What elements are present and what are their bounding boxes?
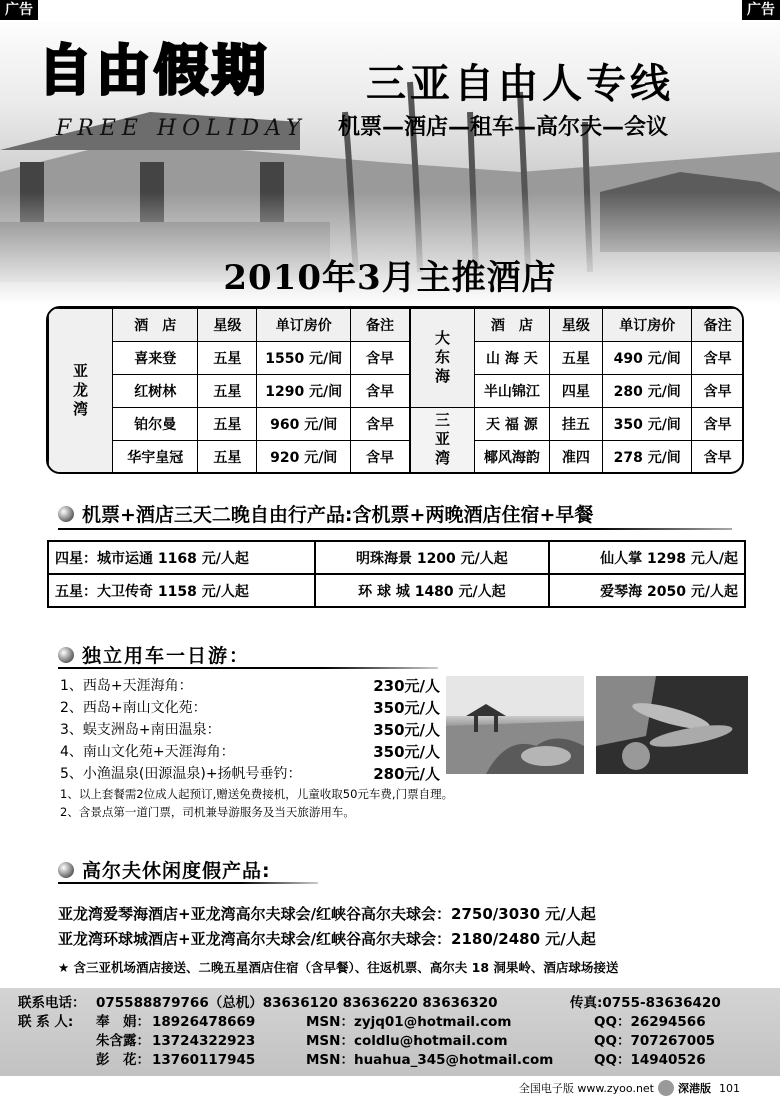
hotel-name: 山 海 天	[475, 342, 550, 375]
col-hotel: 酒 店	[113, 309, 198, 342]
divider	[58, 667, 438, 669]
logo-mark-icon	[658, 1080, 674, 1096]
fish-spa-image	[596, 676, 748, 774]
divider	[58, 528, 732, 530]
phone-numbers: 075588879766（总机）83636120 83636220 83636320	[96, 995, 498, 1011]
table-row	[48, 574, 745, 607]
contact-row	[18, 1051, 762, 1070]
golf-heading	[58, 856, 271, 883]
hotel-name: 铂尔曼	[113, 408, 198, 441]
tour-price: 350元/人	[373, 743, 440, 761]
hotel-note: 含早	[351, 375, 410, 408]
hotel-price: 350 元/间	[603, 408, 692, 441]
person-name: 彭 花：	[96, 1052, 150, 1068]
region-sanyabay: 三亚湾	[411, 408, 475, 474]
hotel-table	[46, 306, 744, 474]
note-line: 1、以上套餐需2位成人起预订,赠送免费接机，儿童收取50元车费,门票自理。	[60, 787, 454, 801]
hotel-name: 天 福 源	[475, 408, 550, 441]
tour-price: 350元/人	[373, 721, 440, 739]
col-star: 星级	[549, 309, 603, 342]
tour-list	[60, 675, 440, 785]
list-item	[60, 675, 440, 697]
golf-title: 高尔夫休闲度假产品:	[82, 860, 271, 882]
col-note: 备注	[692, 309, 744, 342]
list-item	[60, 719, 440, 741]
hotel-note: 含早	[351, 441, 410, 474]
hotel-note: 含早	[692, 342, 744, 375]
golf-note: ★ 含三亚机场酒店接送、二晚五星酒店住宿（含早餐）、往返机票、高尔夫 18 洞果岭、酒店球场接送	[58, 960, 619, 975]
fax: 传真:0755-83636420	[570, 995, 721, 1011]
contact-row	[18, 994, 762, 1013]
hotel-name: 喜来登	[113, 342, 198, 375]
hotel-price: 920 元/间	[257, 441, 351, 474]
package-cell: 四星：城市运通 1168 元/人起	[48, 541, 315, 574]
hotel-name: 半山锦江	[475, 375, 550, 408]
person-msn: MSN：coldlu@hotmail.com	[306, 1033, 508, 1049]
tour-name: 4、南山文化苑+天涯海角：	[60, 744, 235, 760]
col-price: 单订房价	[603, 309, 692, 342]
tour-name: 3、蜈支洲岛+南田温泉：	[60, 722, 221, 738]
page-number: 101	[719, 1081, 740, 1095]
hotel-name: 红树林	[113, 375, 198, 408]
bullet-icon	[58, 647, 74, 663]
tour-notes	[60, 785, 453, 821]
bullet-icon	[58, 506, 74, 522]
logo-english: FREE HOLIDAY	[56, 116, 307, 141]
hero-banner	[0, 22, 780, 304]
person-tel: 13724322923	[152, 1033, 256, 1049]
tour-price: 230元/人	[373, 677, 440, 695]
package-cell: 环 球 城 1480 元/人起	[315, 574, 548, 607]
hotel-price: 960 元/间	[257, 408, 351, 441]
package-cell: 五星：大卫传奇 1158 元/人起	[48, 574, 315, 607]
hotel-price: 490 元/间	[603, 342, 692, 375]
contact-panel	[0, 988, 780, 1076]
hotel-star: 挂五	[549, 408, 603, 441]
hotel-note: 含早	[692, 441, 744, 474]
fish-spa-photo	[596, 676, 748, 774]
logo-chinese: 自由假期	[38, 39, 270, 102]
hotel-star: 五星	[198, 375, 257, 408]
hotel-table-left	[48, 308, 410, 474]
contact-row	[18, 1013, 762, 1032]
hotel-note: 含早	[351, 342, 410, 375]
package-heading	[58, 500, 593, 527]
tour-name: 2、西岛+南山文化苑：	[60, 700, 207, 716]
tour-heading	[58, 641, 250, 668]
footer-edition: 深港版	[678, 1082, 711, 1095]
page-footer	[519, 1080, 740, 1096]
coastline-photo	[446, 676, 584, 774]
region-yalongbay: 亚龙湾	[49, 309, 113, 474]
col-star: 星级	[198, 309, 257, 342]
person-tel: 13760117945	[152, 1052, 256, 1068]
hotel-table-right	[410, 308, 744, 474]
package-table	[47, 540, 746, 608]
hotel-star: 五星	[198, 441, 257, 474]
hotel-price: 1550 元/间	[257, 342, 351, 375]
pavilion-rocks-image	[446, 676, 584, 774]
hotel-price: 1290 元/间	[257, 375, 351, 408]
table-row	[48, 541, 745, 574]
table-header-row	[49, 309, 410, 342]
hotel-note: 含早	[692, 375, 744, 408]
tour-price: 350元/人	[373, 699, 440, 717]
col-note: 备注	[351, 309, 410, 342]
hotel-name: 椰风海韵	[475, 441, 550, 474]
person-name: 奉 娟：	[96, 1014, 150, 1030]
hotel-name: 华宇皇冠	[113, 441, 198, 474]
person-qq: QQ：26294566	[594, 1014, 706, 1030]
hotel-note: 含早	[351, 408, 410, 441]
person-tel: 18926478669	[152, 1014, 256, 1030]
hotel-price: 280 元/间	[603, 375, 692, 408]
note-line: 2、含景点第一道门票，司机兼导游服务及当天旅游用车。	[60, 805, 355, 819]
person-msn: MSN：zyjq01@hotmail.com	[306, 1014, 512, 1030]
hotel-note: 含早	[692, 408, 744, 441]
hotel-star: 五星	[198, 408, 257, 441]
golf-line: 亚龙湾爱琴海酒店+亚龙湾高尔夫球会/红峡谷高尔夫球会：2750/3030 元/人起	[58, 905, 596, 923]
tour-title: 独立用车一日游：	[82, 645, 251, 667]
tour-name: 1、西岛+天涯海角：	[60, 678, 193, 694]
golf-offers	[58, 902, 596, 952]
service-line: 机票—酒店—租车—高尔夫—会议	[338, 115, 669, 140]
package-cell: 爱琴海 2050 元/人起	[549, 574, 745, 607]
list-item	[60, 741, 440, 763]
hotel-star: 五星	[549, 342, 603, 375]
divider	[58, 882, 318, 884]
col-hotel: 酒 店	[475, 309, 550, 342]
person-qq: QQ：707267005	[594, 1033, 715, 1049]
person-name: 朱含露：	[96, 1033, 150, 1049]
bullet-icon	[58, 862, 74, 878]
table-row	[411, 408, 744, 441]
list-item	[60, 763, 440, 785]
person-msn: MSN：huahua_345@hotmail.com	[306, 1052, 554, 1068]
list-item	[60, 697, 440, 719]
package-cell: 明珠海景 1200 元/人起	[315, 541, 548, 574]
tour-name: 5、小渔温泉(田源温泉)+扬帆号垂钓：	[60, 766, 302, 782]
person-label: 联 系 人:	[18, 1014, 74, 1030]
hotel-star: 五星	[198, 342, 257, 375]
contact-row	[18, 1032, 762, 1051]
headline: 三亚自由人专线	[366, 61, 674, 107]
footer-site: 全国电子版 www.zyoo.net	[518, 1082, 654, 1095]
person-qq: QQ：14940526	[594, 1052, 706, 1068]
hotel-star: 准四	[549, 441, 603, 474]
hotels-title: 2010年3月主推酒店	[223, 258, 557, 298]
table-header-row	[411, 309, 744, 342]
tour-price: 280元/人	[373, 765, 440, 783]
package-cell: 仙人掌 1298 元人/起	[549, 541, 745, 574]
golf-line: 亚龙湾环球城酒店+亚龙湾高尔夫球会/红峡谷高尔夫球会：2180/2480 元/人起	[58, 930, 596, 948]
region-dadonghai: 大东海	[411, 309, 475, 408]
ad-label-right: 广告	[742, 0, 780, 20]
hotel-price: 278 元/间	[603, 441, 692, 474]
package-title: 机票+酒店三天二晚自由行产品:含机票+两晚酒店住宿+早餐	[82, 504, 594, 526]
ad-label-left: 广告	[0, 0, 38, 20]
hotel-star: 四星	[549, 375, 603, 408]
phone-label: 联系电话：	[18, 995, 86, 1011]
col-price: 单订房价	[257, 309, 351, 342]
